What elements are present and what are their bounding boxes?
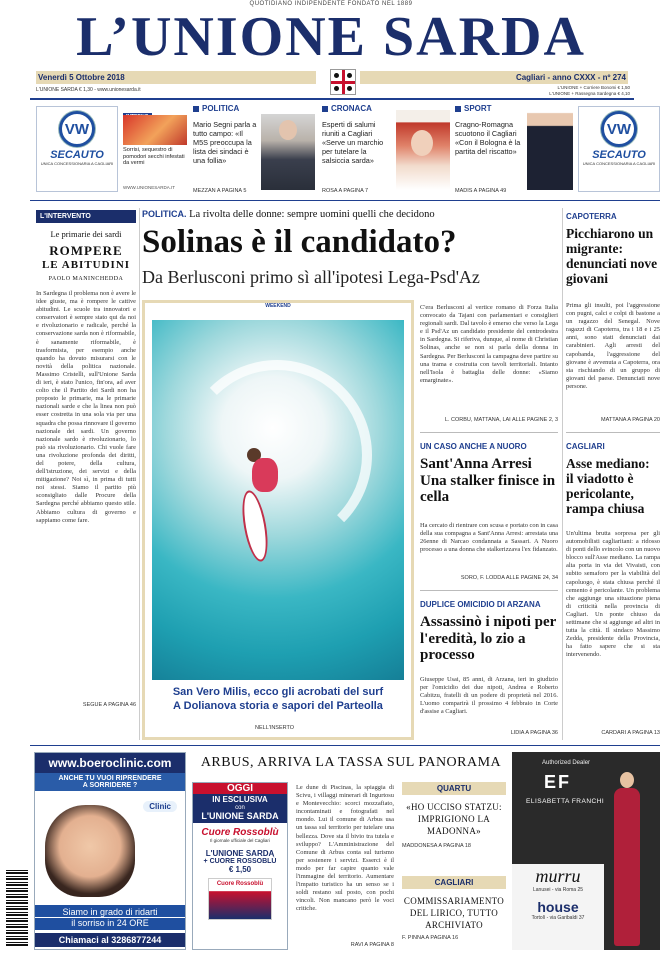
col3-ref-2: LIDIA A PAGINA 36 xyxy=(510,730,558,736)
intervento-title-1[interactable]: ROMPERE xyxy=(49,243,123,258)
col3-headline-1[interactable]: Sant'Anna Arresi Una stalker finisce in cella xyxy=(420,456,556,505)
col3-headline-2[interactable]: Assassinò i nipoti per l'eredità, lo zio a processo xyxy=(420,614,557,663)
teaser-ref: MADIS A PAGINA 49 xyxy=(455,188,507,194)
weekend-photo-frame[interactable] xyxy=(142,300,414,740)
lead-subhead: Da Berlusconi primo sì all'ipotesi Lega-Psd'Az xyxy=(142,267,480,287)
cagliari-label: CAGLIARI xyxy=(402,876,506,889)
feature-headline[interactable]: ARBUS, ARRIVA LA TASSA SUL PANORAMA xyxy=(200,755,502,770)
masthead-rule xyxy=(30,98,634,100)
masthead-tagline: QUOTIDIANO INDIPENDENTE FONDATO NEL 1889 xyxy=(249,1,413,7)
teaser-sport[interactable] xyxy=(455,104,573,196)
col3-body-2: Giuseppe Usai, 85 anni, di Arzana, ieri in giudizio per l'omicidio dei due nipoti, Andrea e Roberto Cabitzu, fratelli di un podere di proprietà nel 2016. L'uomo comparirà il prossimo 4 febbraio in Corte d'assise a Cagliari. xyxy=(420,676,558,716)
cagliari-text: COMMISSARIAMENTO DEL LIRICO, TUTTO ARCHIVIATO xyxy=(403,896,505,930)
intervento-author: PAOLO MANINCHEDDA xyxy=(48,276,124,282)
col3-body-1: Ha cercato di rientrare con scusa e portato con in casa della sua compagna a Sant'Anna Arresi: arrestata una 26enne di Narcao condannata a Sassari. A Nuoro processo a una donna che stalkerizzava l'ex fidanzato. xyxy=(420,522,558,554)
col4-ref-2: CARDARI A PAGINA 13 xyxy=(601,730,660,736)
secauto-ad-left[interactable] xyxy=(36,106,118,192)
divider xyxy=(420,590,558,591)
promo-mini-title: Cuore Rossoblù xyxy=(216,881,264,887)
col3-ref-1: SORO, F. LODDA ALLE PAGINE 24, 34 xyxy=(460,575,558,581)
franchi-dealer: Authorized Dealer xyxy=(542,760,591,766)
intervento-title-2[interactable]: LE ABITUDINI xyxy=(41,259,131,271)
surf-photo xyxy=(152,320,404,680)
quartu-label: QUARTU xyxy=(402,782,506,795)
teaser-text: Mario Segni parla a tutto campo: «Il M5S preoccupa la lista dei sindaci è una follia» xyxy=(193,120,257,165)
promo-con: con xyxy=(193,805,287,811)
divider xyxy=(566,432,660,433)
secauto-sub: UNICA CONCESSIONARIA A CAGLIARI xyxy=(582,161,656,166)
intervento-ref: SEGUE A PAGINA 46 xyxy=(82,702,136,708)
square-icon xyxy=(193,106,199,112)
price-right-2: L'UNIONE + Rassegna Sardegna € 4,10 xyxy=(549,91,630,96)
promo-paper: L'UNIONE SARDA xyxy=(193,811,287,823)
masthead-edition: Cagliari - anno CXXX - nº 274 xyxy=(515,73,626,82)
promo-text: Sorrisi, sequestro di pomodori secchi infestati da vermi xyxy=(123,147,185,167)
boero-line3: Siamo in grado di ridarti xyxy=(35,905,185,917)
barcode-icon xyxy=(6,868,28,946)
divider xyxy=(420,432,558,433)
model-figure xyxy=(606,772,648,946)
price-right-1: L'UNIONE + Corriere Bonomi € 1,50 xyxy=(557,85,630,90)
col3-kicker-1: UN CASO ANCHE A NUORO xyxy=(420,442,527,451)
cagliari-ref: F. PINNA A PAGINA 16 xyxy=(402,935,459,941)
teaser-ref: MEZZAN A PAGINA 5 xyxy=(193,188,247,194)
promo-brand-sub: Il giornale ufficiale del Cagliari xyxy=(210,838,270,843)
teaser-ref: ROSA A PAGINA 7 xyxy=(322,188,369,194)
intervento-column xyxy=(36,210,136,740)
promo-photo xyxy=(123,115,187,145)
divider xyxy=(139,208,140,740)
weekend-caption-1[interactable]: San Vero Milis, ecco gli acrobati del surf xyxy=(172,686,384,698)
col4-body-1: Prima gli insulti, poi l'aggressione con pugni, calci e colpi di bastone a un ragazzo del Senegal. Nove ragazzi di Capoterra, tra i 18 e i 25 anni, sono stati denunciati dai carabinieri. Agli arresti del capobanda, l'aggressione del giovane è avvenuta a Capoterra, ora sta rischiando di un gruppo di giovani del paese. Denunciati nove persone. xyxy=(566,302,660,390)
lead-kicker-line xyxy=(142,209,557,220)
teaser-photo xyxy=(527,104,573,190)
weekend-ref: NELL'INSERTO xyxy=(255,725,295,731)
franchi-brand: ELISABETTA FRANCHI xyxy=(526,798,605,805)
lead-kicker: POLITICA. xyxy=(142,209,187,219)
col4-kicker-2: CAGLIARI xyxy=(566,442,605,451)
boero-url: www.boeroclinic.com xyxy=(35,753,185,773)
teaser-kicker: CRONACA xyxy=(322,104,450,113)
cagliari-box[interactable] xyxy=(402,876,506,950)
boero-smile-photo xyxy=(45,805,135,897)
promo-ref: WWW.UNIONESARDA.IT xyxy=(123,185,175,190)
col4-kicker-1: CAPOTERRA xyxy=(566,212,617,221)
secauto-sub: UNICA CONCESSIONARIA A CAGLIARI xyxy=(40,161,114,166)
vw-logo-icon: VW xyxy=(601,111,637,147)
franchi-logo: EF xyxy=(544,772,572,792)
fold-rule xyxy=(30,745,660,746)
promo-esclusiva: IN ESCLUSIVA xyxy=(193,794,287,805)
secauto-ad-right[interactable] xyxy=(578,106,660,192)
intervento-body: In Sardegna il problema non è avere le idee giuste, ma è rompere le cattive abitudini. Le scuole tra innovatori e conservatori è sempre stato qui da noi e rivoluzionario e radicale, perché la conservazione sarda non è riformabile, è sanamente riformabile, è trasformista, per esempio anche quando ha dovuto misurarsi con le novità della politica nazionale. Massimo Cristelli, sull'Unione Sarda di ieri, è stato l'unico, fin'ora, ad aver colto che il Partito dei Sardi non ha proposto le primarie, ma le primarie nazionali sarde e che la linea non può esser costretta in una sola via per una squadra che possa rinnovare il governo nazionale dei sardi. Un governo nazionale sardo è rivoluzionario, lo può sia rivoluzionario. Chi vuole fare una rivoluzione profonda dei diritti, del potere, della cultura, dell'istruzione, dei servizi e della mitigazione? Noi sì, in prima di tutti noi stessi. Siamo il partito più sconsigliato dalle Procure della Sardegna perché abbiamo questo stile. Abbiamo cultura di governo e sappiamo come fare. xyxy=(36,290,136,524)
sardinia-flag-icon xyxy=(330,69,356,95)
lead-kicker-text: La rivolta delle donne: sempre uomini quelli che decidono xyxy=(189,209,435,220)
lead-headline[interactable]: Solinas è il candidato? xyxy=(142,224,457,260)
boero-phone: Chiamaci al 3286877244 xyxy=(35,933,185,947)
promo-combo-2: + CUORE ROSSOBLÙ xyxy=(203,858,277,865)
store-house: house xyxy=(537,899,579,915)
quartu-box[interactable] xyxy=(402,782,506,866)
intervento-kicker: Le primarie dei sardi xyxy=(50,229,122,239)
cuore-promo[interactable] xyxy=(192,782,288,950)
lead-ref: L. CORBU, MATTANA, LAI ALLE PAGINE 2, 3 xyxy=(444,417,558,423)
store-panel xyxy=(512,864,604,950)
store-house-addr: Tortolì - via Garibaldi 37 xyxy=(531,915,585,921)
square-icon xyxy=(455,106,461,112)
secauto-name: SECAUTO xyxy=(592,149,646,161)
teaser-kicker: POLITICA xyxy=(193,104,317,113)
promo-price: € 1,50 xyxy=(228,865,252,874)
boero-line1: ANCHE TU VUOI RIPRENDERE xyxy=(35,773,185,782)
boero-line4: il sorriso in 24 ORE xyxy=(35,918,185,930)
feature-body: Le dune di Piscinas, la spiaggia di Scivu, i villaggi minerari di Ingurtosu e Montevecchio: scorci mozzafiato, incontaminati e fotografati nel mondo. Lui il comune di Arbus usa un tassa sul territorio per tutelare una bellezza. Dove sta il bivio tra tutela e sviluppo? L'Amministrazione del Comune di Arbus conta sul turismo per sostenere i servizi. Esserci è il modo per far capire quanto vale l'immagine del territorio. Aumentare l'impatto turistico ha un senso se i soldi restano sul posto, con pochi vincoli. Non mancano però le voci critiche. xyxy=(296,784,394,913)
teaser-cronaca[interactable] xyxy=(322,104,450,196)
intervento-label: L'INTERVENTO xyxy=(36,210,136,223)
teaser-photo xyxy=(261,114,315,190)
teaser-photo xyxy=(396,110,450,190)
teaser-politica[interactable] xyxy=(193,104,317,196)
vw-logo-icon: VW xyxy=(59,111,95,147)
promo-mini-cover xyxy=(208,878,272,920)
weekend-label: WEEKEND xyxy=(265,303,291,309)
col4-ref-1: MATTANA A PAGINA 20 xyxy=(601,417,660,423)
franchi-ad[interactable] xyxy=(512,752,660,950)
promo-oggi: OGGI xyxy=(193,783,287,794)
store-name: murru xyxy=(535,866,581,886)
boero-ad[interactable] xyxy=(34,752,186,950)
col4-headline-1[interactable]: Picchiarono un migrante: denunciati nove giovani xyxy=(566,226,658,286)
ad-strip-rule xyxy=(30,200,660,201)
promo-box[interactable] xyxy=(123,105,187,193)
boero-brand: Clinic xyxy=(143,801,177,812)
col3-kicker-2: DUPLICE OMICIDIO DI ARZANA xyxy=(420,600,541,609)
quartu-ref: MADDONESA A PAGINA 18 xyxy=(402,843,471,849)
store-addr: Lanusei - via Roma 25 xyxy=(532,887,584,893)
divider xyxy=(562,208,563,740)
col4-body-2: Un'ultima brutta sorpresa per gli automobilisti cagliaritani: a ridosso di ponti dello svincolo con un nuovo blocco sull'Asse mediano. La rampa alta porta in via dei Vivaisti, con subito semaforo per la viabilità del capoluogo, è stata chiusa perché il cemento è pericolante. Un problema che aggiunge una situazione piena di criticità nella provincia di Cagliari. Un ponte chiuso da settimane che si aggiunge ad altri in tutta la città. Il sindaco Massimo Zedda, presidente della Provincia, ha fatto sapere che si sta intervenendo. xyxy=(566,530,660,659)
boero-line2: A SORRIDERE ? xyxy=(35,782,185,791)
price-left: L'UNIONE SARDA € 1,30 - www.unionesarda.it xyxy=(36,87,141,93)
masthead-date: Venerdì 5 Ottobre 2018 xyxy=(38,73,125,82)
quartu-text: «HO UCCISO STATZU: IMPRIGIONO LA MADONNA» xyxy=(406,802,502,836)
secauto-name: SECAUTO xyxy=(50,149,104,161)
teaser-text: Cragno-Romagna scuotono il Cagliari «Con il Bologna è la partita del riscatto» xyxy=(455,120,521,156)
square-icon xyxy=(322,106,328,112)
teaser-kicker: SPORT xyxy=(455,104,573,113)
teaser-text: Esperti di salumi riuniti a Cagliari «Serve un marchio per tutelare la salsiccia sarda» xyxy=(322,120,384,165)
col4-headline-2[interactable]: Asse mediano: il viadotto è pericolante, rampa chiusa xyxy=(566,456,650,516)
feature-ref: RAVI A PAGINA 8 xyxy=(350,942,394,948)
lead-body: C'era Berlusconi al vertice romano di Forza Italia convocato da Tajani con parlamentari e consiglieri regionali sardi. Dal tavolo è emerso che verso la Lega e il Psd'Az un candidato presidente del centrodestra in Sardegna. Si riferiva, dunque, al nome di Christian Solinas, anche se non si parla della donna in Sardegna. Per Berlusconi la campagna deve partire su una trama e costruita con tavoli territoriali. Intanto nell'Isola è battaglia delle donne: «Siamo emarginate». xyxy=(420,304,558,384)
promo-combo-1: L'UNIONE SARDA xyxy=(205,849,275,858)
weekend-caption-2[interactable]: A Dolianova storia e sapori del Parteolla xyxy=(173,700,383,712)
masthead-title[interactable]: L’UNIONE SARDA xyxy=(76,6,586,68)
promo-brand: Cuore Rossoblù xyxy=(201,827,279,838)
